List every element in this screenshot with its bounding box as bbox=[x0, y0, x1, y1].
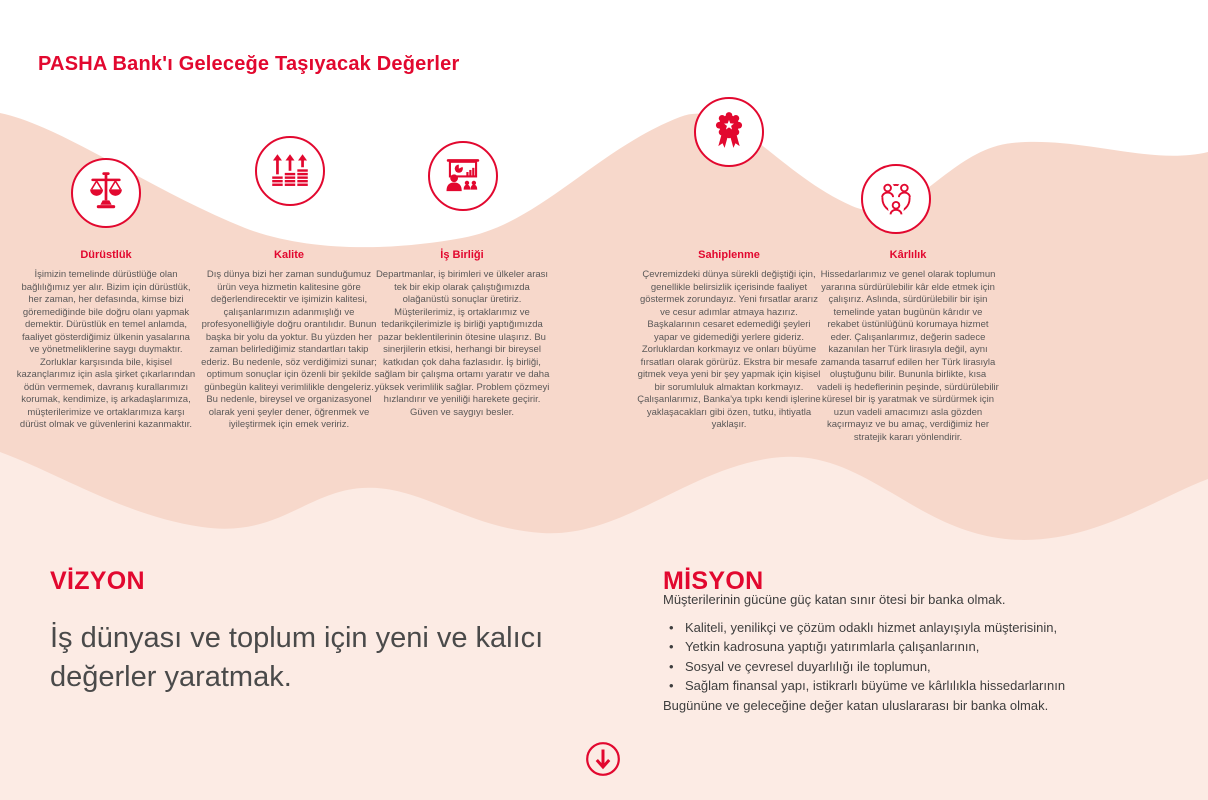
value-heading: Sahiplenme bbox=[698, 249, 760, 261]
scroll-down-button[interactable] bbox=[585, 741, 621, 777]
value-icon-circle-isbirligi bbox=[428, 141, 498, 211]
value-column-karlilik bbox=[817, 249, 999, 444]
value-column-isbirligi bbox=[372, 249, 552, 419]
mission-bullet: • Kaliteli, yenilikçi ve çözüm odaklı hizmet anlayışıyla müşterisinin, bbox=[663, 618, 1163, 638]
presentation-icon bbox=[440, 153, 486, 199]
value-column-durustluk bbox=[16, 249, 196, 432]
value-text: Çevremizdeki dünya sürekli değiştiği için, genellikle belirsizlik içerisinde faaliyet göstermek zorundayız. Yeni fırsatlar ararız ve cesur adımlar atmaya hazırız. Başkalarının cesaret edemediği şeyleri yapar ve gidemediği yerlere gideriz. Zorluklardan korkmayız ve onları büyüme fırsatları olarak görürüz. Ekstra bir mesafe gitmek veya yeni bir şey yapmak için kişisel bir sorumluluk almaktan korkmayız. Çalışanlarımız, Banka'ya tıpkı kendi işlerine yaklaşacakları gibi özen, tutku, ihtiyatla yaklaşır. bbox=[637, 269, 821, 431]
value-heading: Dürüstlük bbox=[80, 249, 132, 261]
value-icon-circle-karlilik bbox=[861, 164, 931, 234]
value-text: Dış dünya bizi her zaman sunduğumuz ürün veya hizmetin kalitesine göre değerlendirecektir ve işimizin kalitesi, çalışanlarımızın adanmışlığı ve profesyonelliğiyle doğru orantılıdır. Bunun başka bir yolu da yoktur. Bu yüzden her zaman belirlediğimiz standartları takip ederiz. Bu nedenle, söz verdiğimizi sunar; optimum sonuçlar için özenli bir şekilde günbegün kaliteyi verimlilikle dengeleriz. Bu nedenle, bireysel ve organizasyonel olarak yeni şeyler dener, öğrenmek ve iyileştirmek için emek veririz. bbox=[201, 269, 377, 431]
value-heading: İş Birliği bbox=[440, 249, 484, 261]
value-column-sahiplenme bbox=[637, 249, 821, 432]
down-arrow-icon bbox=[585, 741, 621, 777]
mission-body bbox=[663, 590, 1163, 716]
page-title: PASHA Bank'ı Geleceğe Taşıyacak Değerler bbox=[38, 53, 460, 76]
value-text: Hissedarlarımız ve genel olarak toplumun yararına sürdürülebilir kâr elde etmek için çalışırız. Aslında, sürdürülebilir bir işin temelinde yatan bugünün kârıdır ve rekabet üstünlüğünü korumaya hizmet eder. Çalışanlarımız, değerin sadece kazanılan her Türk lirasıyla değil, aynı zamanda tasarruf edilen her Türk lirasıyla oluştuğunu bilir. Bununla birlikte, kısa vadeli iş hedeflerinin peşinde, sürdürülebilir küresel bir iş yaratmak ve sürdürmek için uzun vadeli amacımızı asla gözden kaçırmayız ve bu amaç, verdiğimiz her stratejik kararı yönlendirir. bbox=[817, 269, 999, 443]
mission-bullet: • Sağlam finansal yapı, istikrarlı büyüme ve kârlılıkla hissedarlarının bbox=[663, 676, 1163, 696]
value-icon-circle-kalite bbox=[255, 136, 325, 206]
people-network-icon bbox=[873, 176, 919, 222]
award-rosette-icon bbox=[706, 109, 752, 155]
value-column-kalite bbox=[199, 249, 379, 432]
growth-bars-icon bbox=[267, 148, 313, 194]
mission-intro: Müşterilerinin gücüne güç katan sınır ötesi bir banka olmak. bbox=[663, 592, 1006, 607]
vision-heading: VİZYON bbox=[50, 566, 145, 595]
value-heading: Kârlılık bbox=[889, 249, 927, 261]
mission-heading: MİSYON bbox=[663, 566, 764, 595]
value-heading: Kalite bbox=[274, 249, 304, 261]
mission-bullet: • Sosyal ve çevresel duyarlılığı ile toplumun, bbox=[663, 657, 1163, 677]
vision-statement: İş dünyası ve toplum için yeni ve kalıcı değerler yaratmak. bbox=[50, 622, 544, 693]
value-text: İşimizin temelinde dürüstlüğe olan bağlılığımız yer alır. Bizim için dürüstlük, her zaman, her defasında, kimse bizi göremediğinde bile doğru olanı yapmak demektir. Dürüstlük en temel anlamda, faaliyet gösterdiğimiz ülkenin yasalarına ve yönetmeliklerine saygı duymaktır. Zorluklar karşısında bile, kişisel kazançlarımız için asla şirket çıkarlarından ödün vermemek, davranış kurallarımızı korumak, kendimize, iş arkadaşlarımıza, müşterilerimize ve ortaklarımıza karşı dürüst olmak ve güvenlerini kazanmaktır. bbox=[16, 269, 196, 431]
value-icon-circle-durustluk bbox=[71, 158, 141, 228]
value-icon-circle-sahiplenme bbox=[694, 97, 764, 167]
mission-closing: Bugününe ve geleceğine değer katan uluslararası bir banka olmak. bbox=[663, 697, 1049, 713]
mission-bullet: • Yetkin kadrosuna yaptığı yatırımlarla çalışanlarının, bbox=[663, 637, 1163, 657]
value-text: Departmanlar, iş birimleri ve ülkeler arası tek bir ekip olarak çalıştığımızda olağanüstü sonuçlar üretiriz. Müşterilerimiz, iş ortaklarımız ve tedarikçilerimizle iş birliği yaptığımızda pazar beklentilerinin ötesine ulaşırız. Bu sinerjilerin etkisi, herhangi bir bireysel katkıdan çok daha fazlasıdır. İş birliği, sağlam bir çalışma ortamı yaratır ve daha yüksek verimlilik sağlar. Problem çözmeyi hızlandırır ve yeniliği harekete geçirir. Güven ve saygıyı besler. bbox=[374, 269, 550, 418]
scales-icon bbox=[83, 170, 129, 216]
